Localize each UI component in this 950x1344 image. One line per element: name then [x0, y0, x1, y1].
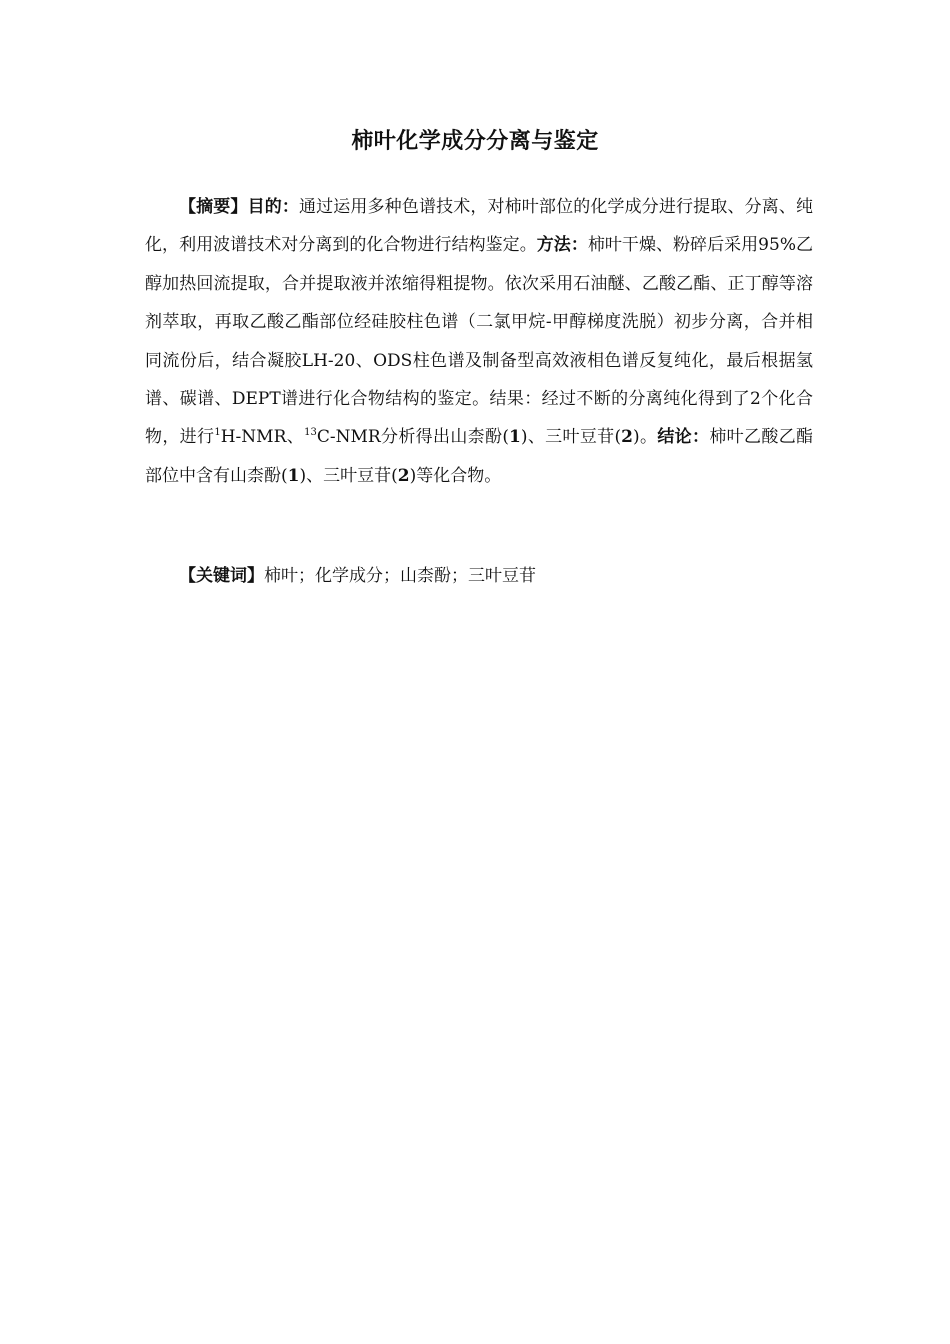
keywords-label: 【关键词】: [179, 566, 264, 586]
result-superscript-13: 13: [304, 427, 317, 439]
method-text: 柿叶干燥、粉碎后采用95%乙醇加热回流提取，合并提取液并浓缩得粗提物。依次采用石油醚、乙酸乙酯、正丁醇等溶剂萃取，再取乙酸乙酯部位经硅胶柱色谱（二氯甲烷-甲醇梯度洗脱）初步分离，合并相同流份后，结合凝胶LH-20、ODS柱色谱及制备型高效液相色谱反复纯化，最后根据氢谱、碳谱、DEPT谱进行化合物结构的鉴定。: [145, 235, 814, 410]
conclusion-label: 结论：: [657, 427, 710, 448]
conclusion-text-2: )、三叶豆苷(: [299, 465, 398, 486]
result-superscript-1: 1: [214, 427, 221, 439]
result-text-1: 结果：经过不断的分离纯化得到了2个化合物，进行: [145, 389, 813, 448]
conclusion-text-3: )等化合物。: [409, 465, 502, 486]
method-label: 方法：: [536, 235, 588, 256]
compound-number-2: 2: [621, 427, 633, 448]
purpose-text: 通过运用多种色谱技术，对柿叶部位的化学成分进行提取、分离、纯化，利用波谱技术对分离到的化合物进行结构鉴定。: [145, 197, 814, 256]
result-text-4: )、三叶豆苷(: [520, 427, 622, 448]
keywords-text: 柿叶；化学成分；山柰酚；三叶豆苷: [264, 566, 536, 586]
document-title: 柿叶化学成分分离与鉴定: [351, 129, 599, 154]
keywords-paragraph: [145, 561, 813, 591]
result-text-5: )。: [633, 427, 658, 448]
purpose-label: 目的：: [247, 197, 299, 217]
conclusion-compound-number-2: 2: [397, 465, 410, 486]
conclusion-text-1: 柿叶乙酸乙酯部位中含有山柰酚(: [145, 427, 814, 486]
abstract-label: 【摘要】: [179, 197, 248, 217]
compound-number-1: 1: [509, 427, 521, 448]
result-text-2: H-NMR、: [220, 427, 305, 448]
result-text-3: C-NMR分析得出山柰酚(: [316, 427, 509, 448]
abstract-paragraph: [145, 188, 813, 495]
conclusion-compound-number-1: 1: [287, 465, 300, 486]
